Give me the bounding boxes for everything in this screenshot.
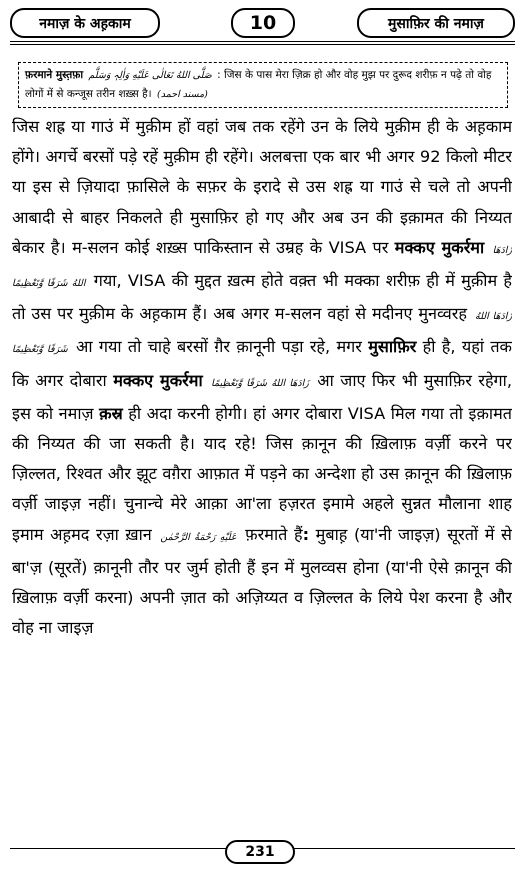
bold-term: मक्कए मुकर्रमा xyxy=(394,237,485,257)
header-rule-double xyxy=(10,44,515,45)
text-segment: आ जाए फिर भी मुसाफ़िर रहेगा, इस को नमाज़ xyxy=(12,370,512,423)
arabic-honorific: زَادَهَا اللهُ شَرَفًا وَّتَعْظِيمًا xyxy=(12,311,512,356)
arabic-honorific: زَادَهَا اللهُ شَرَفًا وَّتَعْظِيمًا xyxy=(12,244,512,290)
bold-term: मुसाफ़िर xyxy=(368,337,417,357)
arabic-honorific: زَادَهَا اللهُ شَرَفًا وَّتَعْظِيمًا xyxy=(211,377,309,389)
hadith-source: (مسند احمد) xyxy=(157,89,208,100)
hadith-box xyxy=(18,62,508,108)
header-chapter-title: मुसाफ़िर की नमाज़ xyxy=(357,8,515,38)
arabic-honorific: عَلَيْهِ رَحْمَةُ الرَّحْمٰن xyxy=(160,531,237,543)
hadith-text: : जिस के पास मेरा ज़िक्र हो और वोह मुझ पर दुरूद शरीफ़ न पढ़े तो वोह लोगों में से कन्जूस तरीन शख़्स है। xyxy=(25,69,492,100)
header-page-number: 10 xyxy=(231,8,295,38)
bold-term: मक्कए मुकर्रमा xyxy=(113,370,203,390)
header-rule xyxy=(10,41,515,42)
text-segment: जिस शह्र या गाउं में मुक़ीम हों वहां जब तक रहेंगे उन के लिये मुक़ीम ही के अह़काम होंगे। अगर्चे बरसों पड़े रहें मुक़ीम ही रहेंगे। अलबत्ता एक बार भी अगर 92 किलो मीटर या इस से ज़ियादा फ़ासिले के सफ़र के इरादे से उस शह्र या गाउं से चले तो अपनी आबादी से बाहर निकलते ही मुसाफ़िर हो गए और अब उन की इक़ामत की निय्यत बेकार है। म-सलन कोई शख़्स पाकिस्तान से उम्रह के VISA पर xyxy=(12,117,512,257)
header-book-title: नमाज़ के अह़काम xyxy=(10,8,160,38)
footer-page-number: 231 xyxy=(225,840,295,864)
bold-term: क़स्र xyxy=(99,403,123,423)
hadith-title: फ़रमाने मुस्त़फ़ा xyxy=(25,69,84,81)
bold-colon: : xyxy=(302,524,310,544)
body-text xyxy=(12,112,512,837)
text-segment: गया, VISA की मुद्दत ख़त्म होते वक़्त भी मक्का शरीफ़ ही में मुक़ीम है तो उस पर मुक़ीम के अह़काम हैं। अब अगर म-सलन वहां से मदीनए मुनव्वरह xyxy=(12,271,512,324)
text-segment: आ गया तो चाहे बरसों ग़ैर क़ानूनी पड़ा रहे, मगर xyxy=(76,337,362,357)
hadith-salutation: صَلَّى اللهُ تَعَالٰی عَلَیْهِ وَاٰلِہٖ وَسَلَّم xyxy=(88,70,212,81)
body-paragraph xyxy=(12,112,512,643)
text-segment: मुबाह़ (या'नी जाइज़) सूरतों में से बा'ज़ (सूरतें) क़ानूनी तौर पर जुर्म होती हैं इन में मुलव्वस होना (या'नी ऐसे क़ानून की ख़िलाफ़ वर्ज़ी करना) अपनी ज़ात को अज़िय्यत व ज़िल्लत के लिये पेश करना है और वोह ना जाइज़ xyxy=(12,524,512,638)
text-segment: ही है, यहां तक कि अगर दोबारा xyxy=(12,337,512,390)
text-segment: फ़रमाते हैं xyxy=(245,524,303,544)
text-segment: ही अदा करनी होगी। हां अगर दोबारा VISA मिल गया तो इक़ामत की निय्यत की जा सकती है। याद रहे! जिस क़ानून की ख़िलाफ़ वर्ज़ी करने पर ज़िल्लत, रिश्वत और झूट वग़ैरा आफ़ात में पड़ने का अन्देशा हो उस क़ानून की ख़िलाफ़ वर्ज़ी जाइज़ नहीं। चुनान्चे मेरे आक़ा आ'ला हज़रत इमामे अहले सुन्नत मौलाना शाह इमाम अह़मद रज़ा ख़ान xyxy=(12,403,512,544)
